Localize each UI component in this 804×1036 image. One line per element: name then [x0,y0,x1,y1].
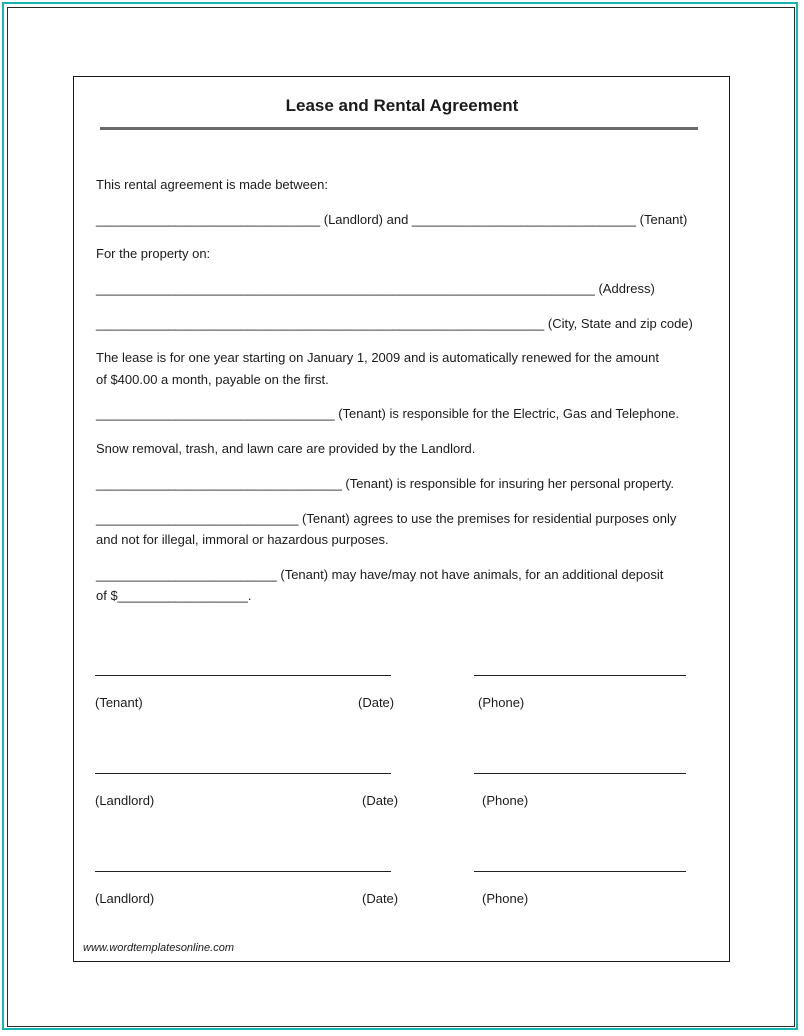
landlord-signature-line [95,773,391,774]
signature-phone-label: (Phone) [478,695,525,710]
lease-terms-line1: The lease is for one year starting on January 1, 2009 and is automatically renewed for the amount [96,350,659,365]
signature-date-label: (Date) [358,695,395,710]
tenant-phone-line [474,675,686,676]
insurance-line: __________________________________ (Tenant) is responsible for insuring her personal property. [96,476,674,491]
animals-line2: of $__________________. [96,588,252,603]
animals-line1: _________________________ (Tenant) may have/may not have animals, for an additional deposit [96,567,664,582]
snow-line: Snow removal, trash, and lawn care are provided by the Landlord. [96,441,476,456]
signature-phone-label: (Phone) [482,793,529,808]
intro-text: This rental agreement is made between: [96,177,328,192]
city-line: ______________________________________________________________ (City, State and zip code) [96,316,693,331]
landlord-phone-line-2 [474,871,686,872]
landlord-phone-line [474,773,686,774]
signature-phone-label: (Phone) [482,891,529,906]
signature-date-label: (Date) [362,793,399,808]
lease-terms-line2: of $400.00 a month, payable on the first. [96,372,329,387]
signature-role-label: (Landlord) [95,891,155,906]
premises-line1: ____________________________ (Tenant) agrees to use the premises for residential purposes only [96,511,677,526]
tenant-signature-line [95,675,391,676]
title-rule [100,127,698,130]
signature-date-label: (Date) [362,891,399,906]
signature-role-label: (Landlord) [95,793,155,808]
property-label: For the property on: [96,246,211,261]
landlord-signature-line-2 [95,871,391,872]
utilities-line: _________________________________ (Tenant) is responsible for the Electric, Gas and Telephone. [96,406,680,421]
premises-line2: and not for illegal, immoral or hazardous purposes. [96,532,389,547]
footer-url: www.wordtemplatesonline.com [83,942,235,954]
document-title: Lease and Rental Agreement [285,96,519,115]
address-line: _____________________________________________________________________ (Address) [96,281,655,296]
parties-line: _______________________________ (Landlord) and _______________________________ (Tenant) [96,212,688,227]
signature-role-label: (Tenant) [95,695,143,710]
